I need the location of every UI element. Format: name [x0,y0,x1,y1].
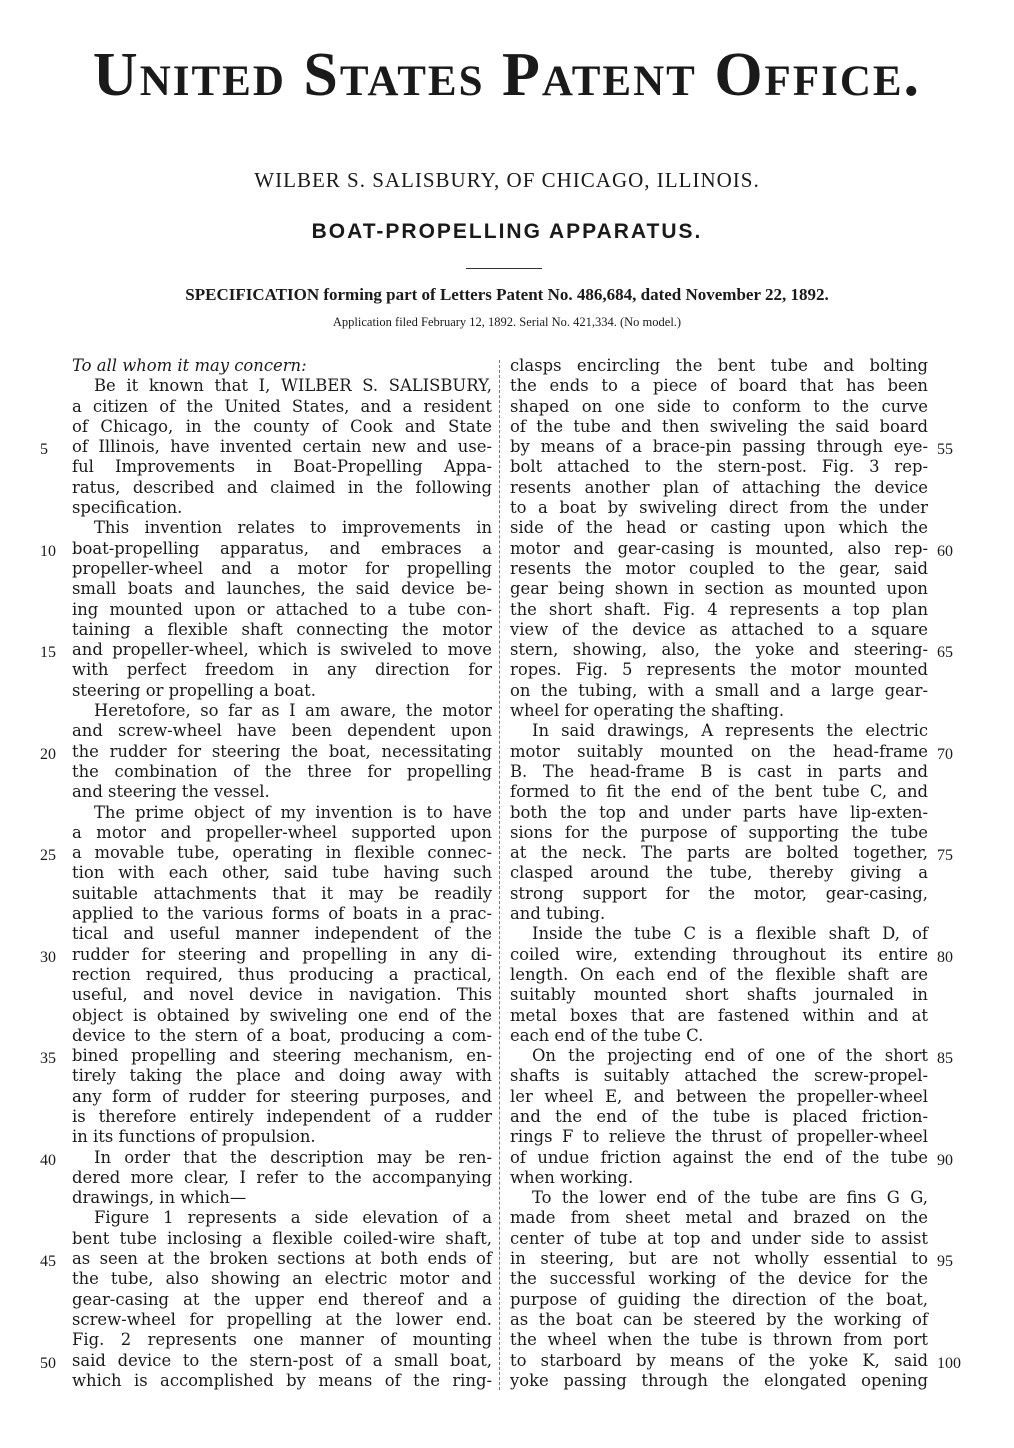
line-number: 70 [937,745,953,763]
text-line: and propeller-wheel, which is swiveled to move [72,640,492,660]
application-line: Application filed February 12, 1892. Serial No. 421,334. (No model.) [332,315,682,329]
text-line: To all whom it may concern: [72,356,307,375]
text-line: and tubing. [510,904,606,924]
text-line: to starboard by means of the yoke K, said [510,1350,928,1370]
line-number: 5 [40,441,48,459]
text-line: applied to the various forms of boats in a prac- [72,904,492,924]
line-number: 100 [937,1354,961,1372]
text-line: B. The head-frame B is cast in parts and [510,761,928,781]
text-line: a movable tube, operating in flexible connec- [72,843,492,863]
text-line: clasped around the tube, thereby giving a [510,863,928,883]
text-line: any form of rudder for steering purposes, and [72,1086,492,1106]
text-line: said device to the stern-post of a small boat, [72,1350,492,1370]
text-line: side of the head or casting upon which the [510,518,928,538]
text-line: a motor and propeller-wheel supported upon [72,822,492,842]
column-divider [499,360,500,1390]
text-line: to a boat by swiveling direct from the under [510,498,928,518]
text-line: the rudder for steering the boat, necessitating [72,741,492,761]
line-number: 20 [40,745,56,763]
left-text-column [72,356,492,1391]
text-line: suitable attachments that it may be readily [72,883,492,903]
text-line: device to the stern of a boat, producing a com- [72,1025,492,1045]
line-number: 75 [937,847,953,865]
text-line: resents the motor coupled to the gear, said [510,558,928,578]
text-line: ratus, described and claimed in the following [72,477,492,497]
text-line: Heretofore, so far as I am aware, the motor [94,701,492,721]
text-line: drawings, in which— [72,1188,247,1208]
invention-title: BOAT-PROPELLING APPARATUS. [311,220,703,243]
text-line: metal boxes that are fastened within and at [510,1005,928,1025]
text-line: ful Improvements in Boat-Propelling Appa- [72,457,492,477]
line-number: 45 [40,1253,56,1271]
text-line: specification. [72,498,183,518]
text-line: The prime object of my invention is to have [94,802,492,822]
text-line: each end of the tube C. [510,1025,704,1045]
line-number: 80 [937,948,953,966]
line-number: 50 [40,1354,56,1372]
text-line: by means of a brace-pin passing through eye- [510,437,928,457]
header-divider [466,268,542,269]
line-number: 85 [937,1050,953,1068]
right-text-column [510,356,928,1391]
text-line: Inside the tube C is a flexible shaft D, of [532,924,928,944]
text-line: tirely taking the place and doing away with [72,1066,492,1086]
text-line: formed to fit the end of the bent tube C, and [510,782,928,802]
text-line: tical and useful manner independent of the [72,924,492,944]
text-line: motor and gear-casing is mounted, also rep- [510,538,928,558]
text-line: is therefore entirely independent of a rudder [72,1106,492,1126]
text-line: the ends to a piece of board that has been [510,376,928,396]
text-line: shaped on one side to conform to the curve [510,396,928,416]
text-line: of Chicago, in the county of Cook and State [72,416,492,436]
text-line: the successful working of the device for the [510,1269,928,1289]
text-line: the short shaft. Fig. 4 represents a top plan [510,599,928,619]
text-line: the tube, also showing an electric motor and [72,1269,492,1289]
text-line: small boats and launches, the said device be- [72,579,492,599]
text-line: and screw-wheel have been dependent upon [72,721,492,741]
text-line: a citizen of the United States, and a resident [72,396,492,416]
text-line: the combination of the three for propelling [72,761,492,781]
text-line: bolt attached to the stern-post. Fig. 3 rep- [510,457,928,477]
text-line: ing mounted upon or attached to a tube con- [72,599,492,619]
text-line: gear being shown in section as mounted upon [510,579,928,599]
text-line: taining a flexible shaft connecting the motor [72,619,492,639]
text-line: This invention relates to improvements in [94,518,492,538]
text-line: screw-wheel for propelling at the lower end. [72,1309,492,1329]
text-line: center of tube at top and under side to assist [510,1228,928,1248]
text-line: at the neck. The parts are bolted together, [510,843,928,863]
text-line: object is obtained by swiveling one end of the [72,1005,492,1025]
text-line: which is accomplished by means of the ring- [72,1370,492,1390]
text-line: rings F to relieve the thrust of propeller-wheel [510,1127,928,1147]
text-line: rudder for steering and propelling in any di- [72,944,492,964]
line-number: 40 [40,1151,56,1169]
text-line: useful, and novel device in navigation. This [72,985,492,1005]
line-number: 25 [40,847,56,865]
text-line: steering or propelling a boat. [72,680,316,700]
line-number: 90 [937,1151,953,1169]
text-line: view of the device as attached to a square [510,619,928,639]
text-line: propeller-wheel and a motor for propelling [72,558,492,578]
text-line: rection required, thus producing a practical, [72,964,492,984]
line-number: 30 [40,948,56,966]
text-line: bined propelling and steering mechanism, en- [72,1046,492,1066]
text-line: of Illinois, have invented certain new and use- [72,437,492,457]
line-number: 35 [40,1050,56,1068]
inventor-line: WILBER S. SALISBURY, OF CHICAGO, ILLINOIS. [254,168,760,192]
text-line: purpose of guiding the direction of the boat, [510,1289,928,1309]
text-line: sions for the purpose of supporting the tube [510,822,928,842]
text-line: the wheel when the tube is thrown from port [510,1330,928,1350]
text-line: strong support for the motor, gear-casing, [510,883,928,903]
text-line: as seen at the broken sections at both ends of [72,1249,492,1269]
text-line: wheel for operating the shafting. [510,701,785,721]
text-line: boat-propelling apparatus, and embraces a [72,538,492,558]
text-line: Figure 1 represents a side elevation of a [94,1208,492,1228]
office-title: United States Patent Office. [92,41,922,109]
line-number: 95 [937,1253,953,1271]
text-line: Fig. 2 represents one manner of mounting [72,1330,492,1350]
text-line: in its functions of propulsion. [72,1127,316,1147]
text-line: Be it known that I, WILBER S. SALISBURY, [94,376,492,396]
text-line: length. On each end of the flexible shaft are [510,964,928,984]
text-line: On the projecting end of one of the short [532,1046,928,1066]
text-line: clasps encircling the bent tube and bolting [510,356,928,375]
line-number: 65 [937,644,953,662]
text-line: and steering the vessel. [72,782,270,802]
text-line: and the end of the tube is placed friction- [510,1106,928,1126]
text-line: both the top and under parts have lip-exten- [510,802,928,822]
text-line: motor suitably mounted on the head-frame [510,741,928,761]
text-line: shafts is suitably attached the screw-propel- [510,1066,928,1086]
text-line: resents another plan of attaching the device [510,477,928,497]
text-line: yoke passing through the elongated opening [510,1370,928,1390]
line-number: 15 [40,644,56,662]
text-line: of undue friction against the end of the tube [510,1147,928,1167]
text-line: ler wheel E, and between the propeller-wheel [510,1086,928,1106]
text-line: coiled wire, extending throughout its entire [510,944,928,964]
text-line: in steering, but are not wholly essential to [510,1249,928,1269]
text-line: stern, showing, also, the yoke and steering- [510,640,928,660]
line-number: 60 [937,542,953,560]
text-line: dered more clear, I refer to the accompanying [72,1167,492,1187]
text-line: gear-casing at the upper end thereof and a [72,1289,492,1309]
text-line: tion with each other, said tube having such [72,863,492,883]
text-line: suitably mounted short shafts journaled in [510,985,928,1005]
specification-line: SPECIFICATION forming part of Letters Patent No. 486,684, dated November 22, 1892. [185,285,829,304]
text-line: when working. [510,1167,634,1187]
text-line: with perfect freedom in any direction for [72,660,492,680]
line-number: 10 [40,542,56,560]
text-line: made from sheet metal and brazed on the [510,1208,928,1228]
text-line: In said drawings, A represents the electric [532,721,928,741]
text-line: as the boat can be steered by the working of [510,1309,928,1329]
line-number: 55 [937,441,953,459]
text-line: bent tube inclosing a flexible coiled-wire shaft, [72,1228,492,1248]
text-line: of the tube and then swiveling the said board [510,416,928,436]
text-line: ropes. Fig. 5 represents the motor mounted [510,660,928,680]
text-line: To the lower end of the tube are fins G G, [532,1188,928,1208]
text-line: on the tubing, with a small and a large gear- [510,680,928,700]
text-line: In order that the description may be ren- [94,1147,492,1167]
